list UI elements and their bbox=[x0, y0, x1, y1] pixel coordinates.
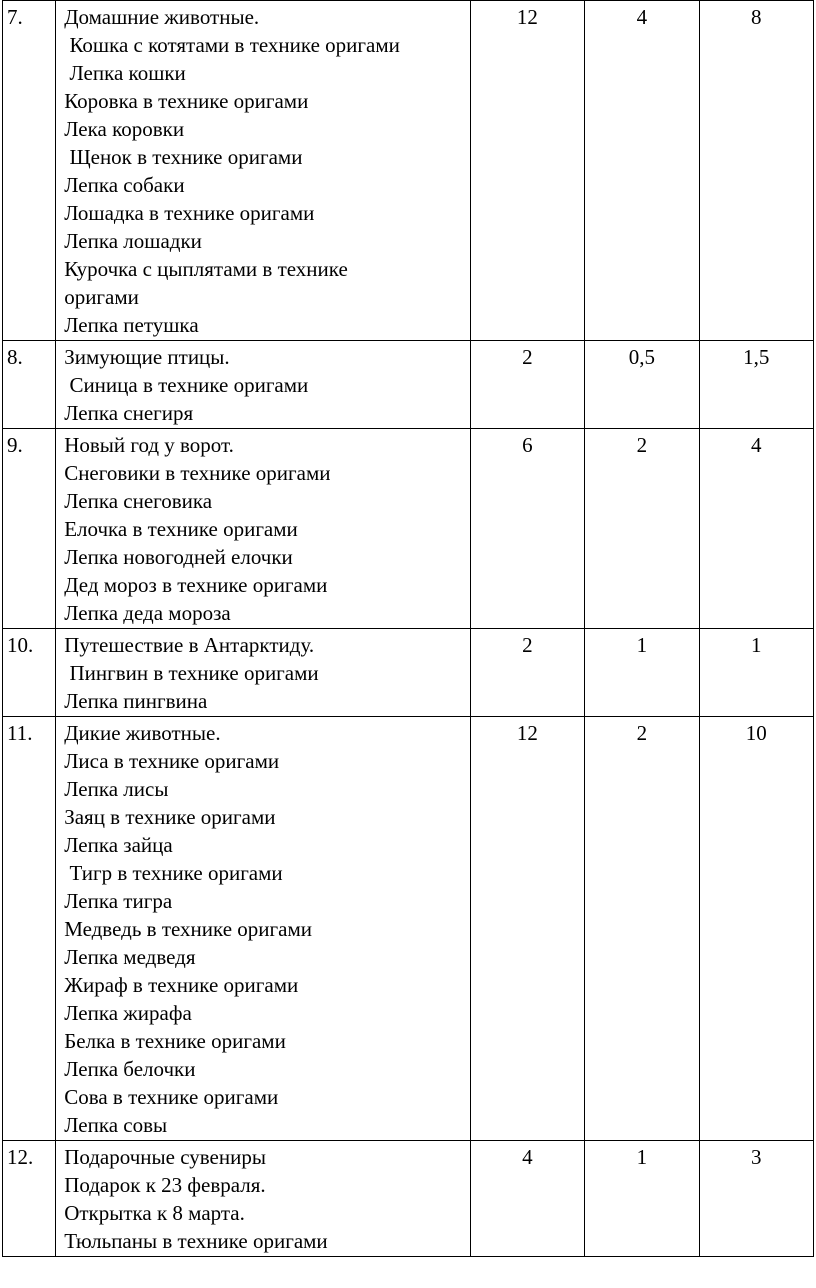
topic-cell bbox=[56, 717, 471, 1141]
topic-line: Подарочные сувениры bbox=[64, 1145, 266, 1169]
topic-line: Дед мороз в технике оригами bbox=[64, 573, 328, 597]
topic-line: Белка в технике оригами bbox=[64, 1029, 286, 1053]
topic-line: Путешествие в Антарктиду. bbox=[64, 633, 315, 657]
hours-practice: 4 bbox=[699, 429, 813, 629]
hours-theory: 4 bbox=[585, 1, 699, 341]
topic-line: Дикие животные. bbox=[64, 721, 221, 745]
table-row bbox=[3, 341, 814, 429]
topic-line: Тигр в технике оригами bbox=[64, 861, 283, 885]
topic-line: Лепка лисы bbox=[64, 777, 169, 801]
row-number: 12. bbox=[3, 1141, 56, 1257]
topic-cell bbox=[56, 1141, 471, 1257]
hours-total: 4 bbox=[470, 1141, 584, 1257]
topic-line: Лепка снегиря bbox=[64, 401, 194, 425]
topic-cell bbox=[56, 429, 471, 629]
row-number: 8. bbox=[3, 341, 56, 429]
topic-line: Медведь в технике оригами bbox=[64, 917, 312, 941]
row-number: 10. bbox=[3, 629, 56, 717]
topic-line: Лепка снеговика bbox=[64, 489, 213, 513]
topic-cell bbox=[56, 1, 471, 341]
topic-line: Лепка собаки bbox=[64, 173, 185, 197]
topic-line: Лепка совы bbox=[64, 1113, 168, 1137]
topic-cell bbox=[56, 629, 471, 717]
topic-line: Пингвин в технике оригами bbox=[64, 661, 319, 685]
hours-theory: 0,5 bbox=[585, 341, 699, 429]
table-row bbox=[3, 717, 814, 1141]
topic-line: Новый год у ворот. bbox=[64, 433, 234, 457]
hours-theory: 1 bbox=[585, 629, 699, 717]
hours-total: 6 bbox=[470, 429, 584, 629]
topic-line: Синица в технике оригами bbox=[64, 373, 309, 397]
table-row bbox=[3, 1141, 814, 1257]
topic-line: Коровка в технике оригами bbox=[64, 89, 309, 113]
hours-practice: 1 bbox=[699, 629, 813, 717]
hours-total: 2 bbox=[470, 629, 584, 717]
hours-total: 12 bbox=[470, 1, 584, 341]
topic-line: Заяц в технике оригами bbox=[64, 805, 276, 829]
topic-line: Лепка тигра bbox=[64, 889, 173, 913]
topic-line: Зимующие птицы. bbox=[64, 345, 230, 369]
curriculum-table-body bbox=[3, 1, 814, 1257]
topic-line: Открытка к 8 марта. bbox=[64, 1201, 245, 1225]
topic-line: оригами bbox=[64, 285, 139, 309]
topic-line: Лепка лошадки bbox=[64, 229, 202, 253]
topic-line: Лепка деда мороза bbox=[64, 601, 231, 625]
topic-line: Домашние животные. bbox=[64, 5, 260, 29]
topic-line: Курочка с цыплятами в технике bbox=[64, 257, 348, 281]
topic-line: Лепка медведя bbox=[64, 945, 196, 969]
topic-line: Лепка кошки bbox=[64, 61, 186, 85]
topic-line: Лека коровки bbox=[64, 117, 185, 141]
topic-line: Лепка новогодней елочки bbox=[64, 545, 293, 569]
hours-theory: 2 bbox=[585, 429, 699, 629]
topic-line: Кошка с котятами в технике оригами bbox=[64, 33, 400, 57]
table-row bbox=[3, 429, 814, 629]
hours-total: 2 bbox=[470, 341, 584, 429]
topic-cell bbox=[56, 341, 471, 429]
topic-line: Лепка петушка bbox=[64, 313, 199, 337]
topic-line: Лепка белочки bbox=[64, 1057, 196, 1081]
hours-practice: 10 bbox=[699, 717, 813, 1141]
topic-line: Лепка жирафа bbox=[64, 1001, 192, 1025]
hours-practice: 1,5 bbox=[699, 341, 813, 429]
topic-line: Лиса в технике оригами bbox=[64, 749, 280, 773]
hours-theory: 2 bbox=[585, 717, 699, 1141]
hours-theory: 1 bbox=[585, 1141, 699, 1257]
curriculum-table bbox=[2, 0, 814, 1257]
topic-line: Жираф в технике оригами bbox=[64, 973, 299, 997]
topic-line: Елочка в технике оригами bbox=[64, 517, 298, 541]
hours-practice: 3 bbox=[699, 1141, 813, 1257]
table-row bbox=[3, 1, 814, 341]
row-number: 7. bbox=[3, 1, 56, 341]
topic-line: Лошадка в технике оригами bbox=[64, 201, 315, 225]
topic-line: Подарок к 23 февраля. bbox=[64, 1173, 266, 1197]
row-number: 9. bbox=[3, 429, 56, 629]
topic-line: Тюльпаны в технике оригами bbox=[64, 1229, 328, 1253]
hours-practice: 8 bbox=[699, 1, 813, 341]
row-number: 11. bbox=[3, 717, 56, 1141]
table-row bbox=[3, 629, 814, 717]
topic-line: Снеговики в технике оригами bbox=[64, 461, 331, 485]
topic-line: Лепка зайца bbox=[64, 833, 173, 857]
topic-line: Лепка пингвина bbox=[64, 689, 208, 713]
topic-line: Щенок в технике оригами bbox=[64, 145, 303, 169]
hours-total: 12 bbox=[470, 717, 584, 1141]
topic-line: Сова в технике оригами bbox=[64, 1085, 279, 1109]
